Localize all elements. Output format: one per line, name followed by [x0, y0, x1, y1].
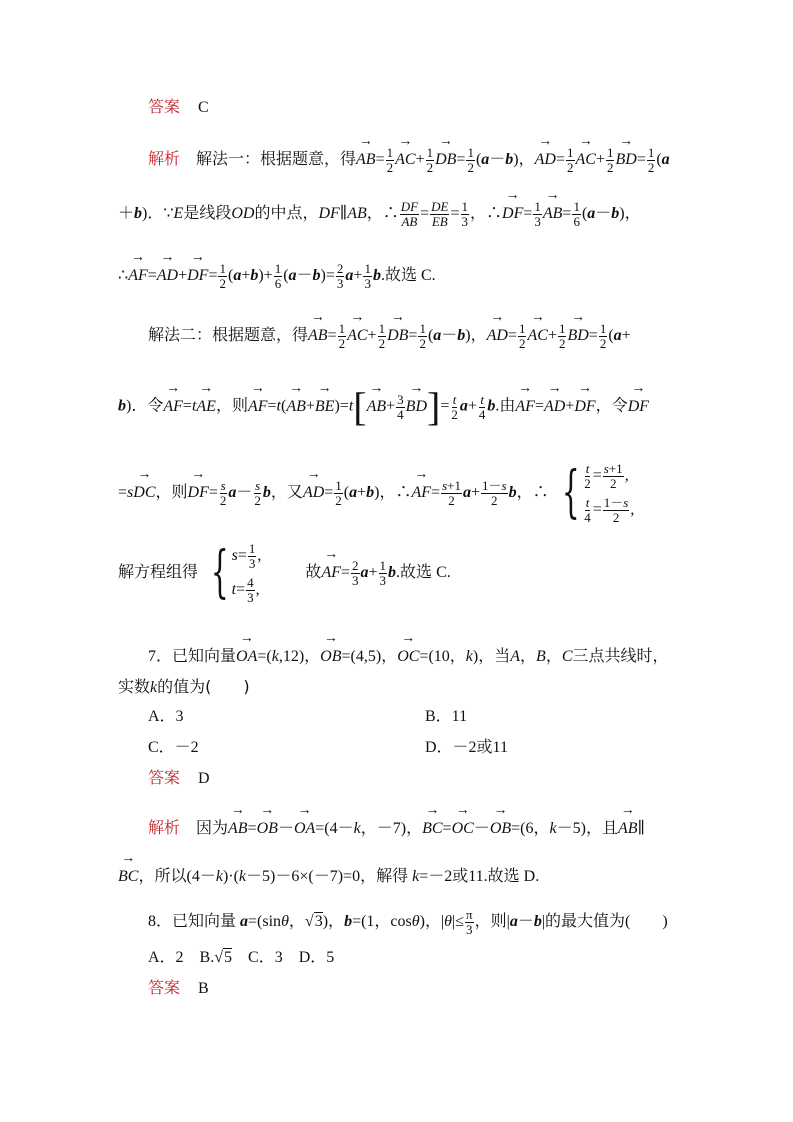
q7-option-b: B．11 [425, 708, 468, 725]
answer-value: C [198, 99, 209, 116]
q6-method1-line2: ＋b)．∵E是线段OD的中点，DF∥AB，∴ $\frac{DF}{AB}$ = $\frac{DE}{EB}$ = $\frac{1}{3}$ ，∴→ DF= $\frac{1}{3}$ → AB= $\frac{1}{6}$ (a－b)， [118, 200, 641, 228]
q7-analysis-line1: 解析 因为→ AB=→ OB－→ OA=(4－k，－7)，→ BC=→ OC－→ OB=(6，k－5)，且→ AB∥ [148, 818, 645, 838]
q7-stem-line1: 7．已知向量→ OA=(k,12)，→ OB=(4,5)，→ OC=(10，k)，当A，B，C三点共线时， [148, 646, 669, 666]
q8-options: A．2 B.√5 C．3 D．5 [148, 949, 335, 966]
answer-label: 答案 [148, 978, 181, 997]
answer-value: D [198, 770, 210, 787]
q8-answer-line [148, 978, 209, 998]
method1-intro: 解法一：根据题意，得 [196, 148, 357, 168]
q6-answer-line [148, 97, 209, 117]
analysis-label: 解析 [148, 148, 181, 168]
q6-method1-line3: ∴→ AF=→ AD+→ DF= $\frac{1}{2}$ (a+b)+ $\frac{1}{6}$ (a－b)= $\frac{2}{3}$ a+ $\frac{1}{3}$ b.故选 C. [118, 262, 436, 290]
answer-label: 答案 [148, 768, 181, 787]
q6-method1-line1: 解析 解法一：根据题意，得→ AB= $\frac{1}{2}$ → AC+ $\frac{1}{2}$ → DB= $\frac{1}{2}$ (a－b)，→ AD= $\frac{1}{2}$ → AC+ $\frac{1}{2}$ → BD= $\frac{1}{2}$ (a [148, 146, 670, 174]
equation-system-2: { s= $\frac{1}{3}$ , t= $\frac{4}{3}$ , [210, 540, 262, 606]
q7-analysis-line2: → BC，所以(4－k)·(k－5)－6×(－7)=0，解得 k=－2或11.故选 D. [118, 866, 539, 886]
answer-value: B [198, 980, 209, 997]
q6-method2-line1: 解法二：根据题意，得→ AB= $\frac{1}{2}$ → AC+ $\frac{1}{2}$ → DB= $\frac{1}{2}$ (a－b)，→ AD= $\frac{1}{2}$ → AC+ $\frac{1}{2}$ → BD= $\frac{1}{2}$ (a+ [148, 322, 631, 350]
analysis-label: 解析 [148, 818, 181, 837]
q6-method2-line4: 解方程组得 { s= $\frac{1}{3}$ , t= $\frac{4}{3}$ , 故→ AF= $\frac{2}{3}$ a+ $\frac{1}{3}$ b.故选 C. [118, 542, 451, 605]
q8-stem: 8．已知向量 a=(sinθ，√3)，b=(1，cosθ)，|θ|≤ $\frac{\pi}{3}$ ，则|a－b|的最大值为( ) [148, 907, 668, 937]
q6-method2-line2: b)．令→ AF=t→ AE，则→ AF=t(→ AB+→ BE)=t[→ AB+ $\frac{3}{4}$ → BD]= $\frac{t}{2}$ a+ $\frac{t}{4}$ b.由→ AF=→ AD+→ DF，令→ DF [118, 387, 649, 427]
answer-label: 答案 [148, 97, 181, 116]
q7-option-c: C．－2 [148, 739, 199, 756]
q7-answer-line [148, 768, 210, 788]
q7-option-d: D．－2或11 [425, 739, 508, 756]
q7-stem-line2: 实数k的值为( ) [118, 677, 250, 696]
q7-option-a: A．3 [148, 708, 184, 725]
q6-method2-line3: =s→ DC，则→ DF= $\frac{s}{2}$ a－ $\frac{s}{2}$ b，又→ AD= $\frac{1}{2}$ (a+b)，∴→ AF= $\frac{s+1}{2}$ a+ $\frac{1-s}{2}$ b，∴ { $\frac{t}{2}$ = $\frac{s+1}{2}$ , $\frac{t}{4}$ = $\frac{1-s}{2}$ , [118, 462, 634, 525]
equation-system-1: { $\frac{t}{2}$ = $\frac{s+1}{2}$ , $\frac{t}{4}$ = $\frac{1-s}{2}$ , [561, 460, 635, 526]
